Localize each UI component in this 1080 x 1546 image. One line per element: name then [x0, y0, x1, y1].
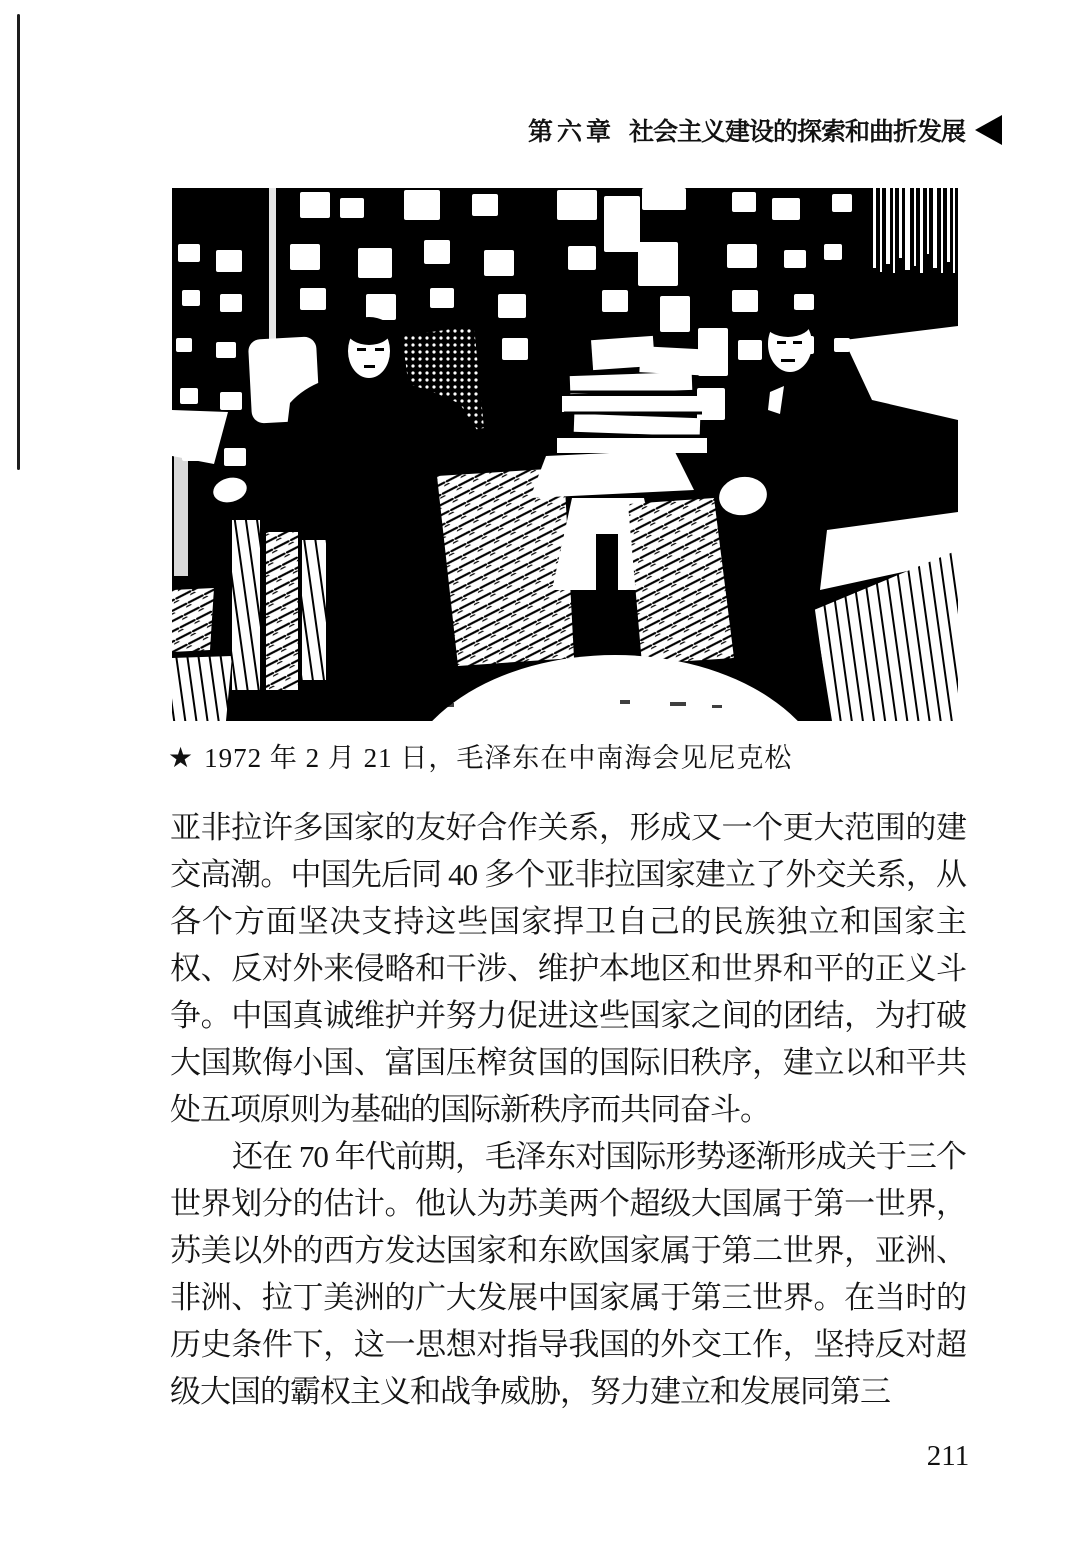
- left-triangle-icon: [975, 115, 1002, 145]
- chapter-header: [528, 112, 998, 148]
- body-text: [170, 804, 966, 1415]
- chapter-title: 社会主义建设的探索和曲折发展: [629, 118, 966, 146]
- spine-edge-line: [17, 14, 20, 470]
- mao-head: [347, 317, 391, 378]
- caption-text: 1972 年 2 月 21 日，毛泽东在中南海会见尼克松: [204, 743, 793, 773]
- chair-cover-texture: [437, 468, 574, 666]
- sofa-right: [814, 512, 958, 721]
- mao-legs: [232, 520, 326, 690]
- chapter-number: 第六章: [528, 118, 616, 146]
- curtain: [870, 188, 958, 273]
- photo-caption: [168, 736, 868, 775]
- photo-mao-nixon-meeting: [172, 188, 958, 721]
- photo-figure: [172, 188, 958, 721]
- page-number: 211: [926, 1440, 970, 1472]
- paragraph-1: 亚非拉许多国家的友好合作关系，形成又一个更大范围的建交高潮。中国先后同 40 多个亚非拉国家建立了外交关系，从各个方面坚决支持这些国家捍卫自己的民族独立和国家主权、反对外来侵略和干涉、维护本地区和世界和平的正义斗争。中国真诚维护并努力促进这些国家之间的团结，为打破大国欺侮小国、富国压榨贫国的国际旧秩序，建立以和平共处五项原则为基础的国际新秩序而共同奋斗。: [170, 810, 966, 1127]
- paragraph-2: 还在 70 年代前期，毛泽东对国际形势逐渐形成关于三个世界划分的估计。他认为苏美两个超级大国属于第一世界，苏美以外的西方发达国家和东欧国家属于第二世界，亚洲、非洲、拉丁美洲的广大发展中国家属于第三世界。在当时的历史条件下，这一思想对指导我国的外交工作，坚持反对超级大国的霸权主义和战争威胁，努力建立和发展同第三: [170, 1139, 966, 1409]
- star-icon: ★: [168, 743, 195, 774]
